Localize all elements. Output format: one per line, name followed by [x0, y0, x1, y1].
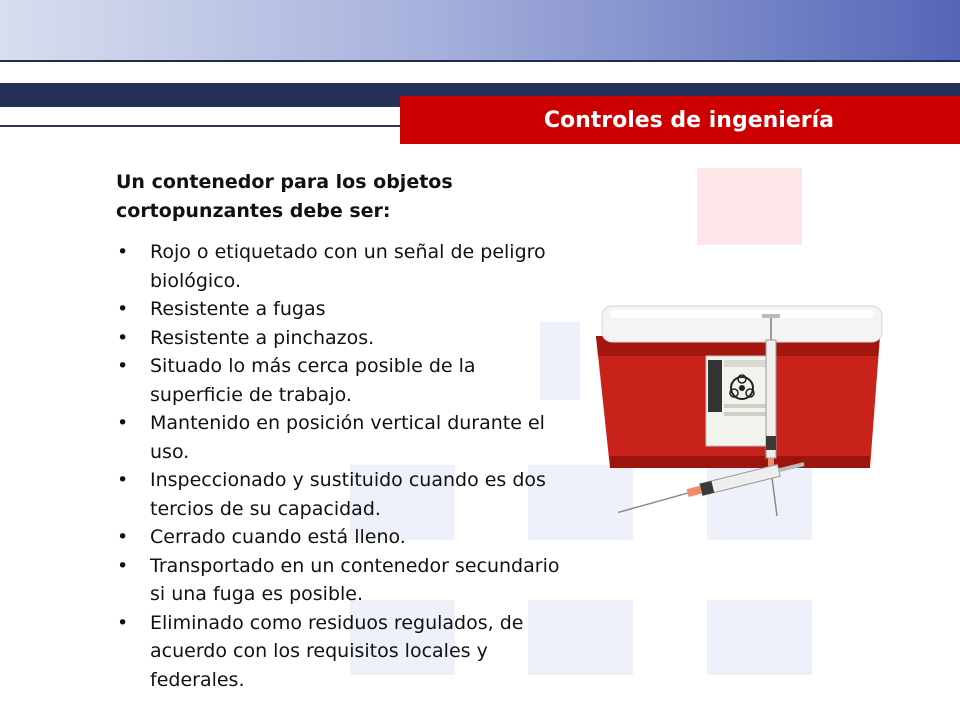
header-rule: [0, 60, 960, 62]
header-thin-rule: [0, 125, 400, 127]
list-item: • Resistente a fugas: [117, 295, 562, 324]
slide-heading: Un contenedor para los objetos cortopunzantes debe ser:: [116, 171, 453, 222]
list-item: • Cerrado cuando está lleno.: [117, 523, 562, 552]
list-item: • Transportado en un contenedor secundario si una fuga es posible.: [117, 552, 562, 609]
list-item: • Resistente a pinchazos.: [117, 324, 562, 353]
list-item: • Mantenido en posición vertical durante el uso.: [117, 409, 562, 466]
list-item: • Situado lo más cerca posible de la superficie de trabajo.: [117, 352, 562, 409]
decor-block: [707, 600, 812, 675]
list-item: • Rojo o etiquetado con un señal de peligro biológico.: [117, 238, 562, 295]
sharps-container-illustration: [590, 296, 890, 530]
sharps-container-icon: [590, 296, 890, 526]
requirements-list: [117, 238, 562, 694]
list-item: • Eliminado como residuos regulados, de acuerdo con los requisitos locales y federales.: [117, 609, 562, 695]
slide-title: Controles de ingeniería: [543, 108, 834, 133]
header-gradient-band: [0, 0, 960, 60]
list-item: • Inspeccionado y sustituido cuando es dos tercios de su capacidad.: [117, 466, 562, 523]
title-bar: [400, 96, 960, 144]
decor-block: [697, 168, 802, 245]
